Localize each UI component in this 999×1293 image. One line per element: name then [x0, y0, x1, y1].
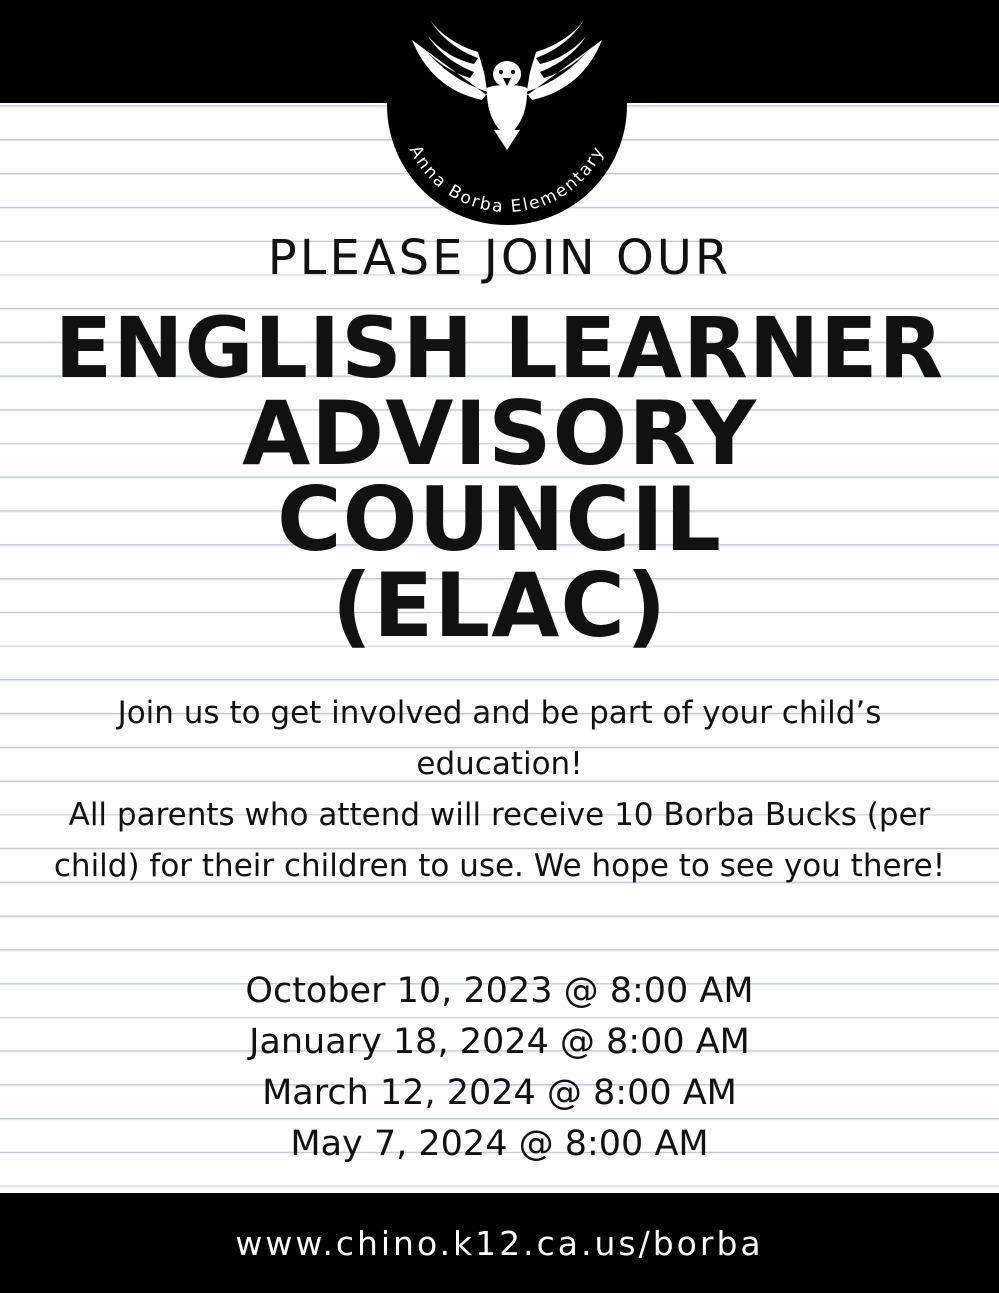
- meeting-date: October 10, 2023 @ 8:00 AM: [245, 971, 754, 1011]
- eagle-icon: [384, 0, 630, 226]
- meeting-date: May 7, 2024 @ 8:00 AM: [290, 1124, 709, 1164]
- meeting-date: January 18, 2024 @ 8:00 AM: [249, 1022, 750, 1062]
- title-line-3: COUNCIL: [277, 468, 722, 571]
- title-line-2: ADVISORY: [242, 382, 757, 485]
- invitation-body: [30, 688, 969, 892]
- body-paragraph-2: All parents who attend will receive 10 Borba Bucks (per child) for their children to use. We hope to see you there!: [53, 797, 946, 884]
- title-line-4: (ELAC): [331, 554, 668, 657]
- school-logo: [384, 0, 630, 226]
- footer-band: [0, 1193, 999, 1293]
- footer-website-link[interactable]: www.chino.k12.ca.us/borba: [235, 1223, 764, 1263]
- meeting-date: March 12, 2024 @ 8:00 AM: [262, 1073, 737, 1113]
- title-line-1: ENGLISH LEARNER: [54, 299, 945, 397]
- logo-school-name: Anna Borba Elementary: [404, 142, 610, 218]
- meeting-dates: [0, 966, 999, 1170]
- body-paragraph-1: Join us to get involved and be part of your child’s education!: [117, 695, 882, 782]
- council-title: [0, 299, 999, 657]
- invite-heading: PLEASE JOIN OUR: [267, 230, 732, 286]
